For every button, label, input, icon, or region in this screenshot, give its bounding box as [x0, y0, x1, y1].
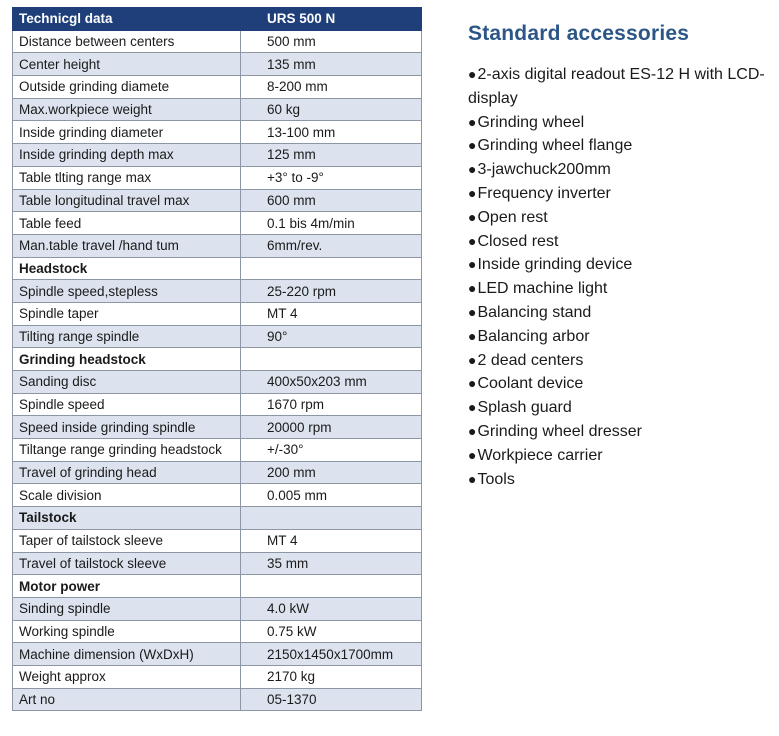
spec-value: +3° to -9°: [241, 166, 422, 189]
section-row: [13, 575, 422, 598]
table-row: [13, 53, 422, 76]
bullet-icon: ●: [468, 161, 477, 178]
spec-label: Tilting range spindle: [13, 325, 241, 348]
accessory-item: [468, 301, 773, 325]
table-row: [13, 212, 422, 235]
spec-value: 90°: [241, 325, 422, 348]
spec-label: Spindle speed: [13, 393, 241, 416]
spec-label: Outside grinding diamete: [13, 76, 241, 99]
spec-label: Sinding spindle: [13, 597, 241, 620]
spec-label: Scale division: [13, 484, 241, 507]
spec-value: 500 mm: [241, 30, 422, 53]
bullet-icon: ●: [468, 66, 477, 82]
spec-value: MT 4: [241, 302, 422, 325]
table-row: [13, 98, 422, 121]
accessory-label: Frequency inverter: [477, 184, 611, 202]
spec-value: 35 mm: [241, 552, 422, 575]
spec-value: [241, 257, 422, 280]
accessory-item: [468, 396, 773, 420]
header-label: Technicgl data: [13, 8, 241, 31]
table-row: [13, 30, 422, 53]
spec-value: 125 mm: [241, 144, 422, 167]
spec-label: Travel of tailstock sleeve: [13, 552, 241, 575]
table-row: [13, 144, 422, 167]
spec-label: Table tlting range max: [13, 166, 241, 189]
accessory-label: Coolant device: [477, 375, 584, 393]
header-model: URS 500 N: [241, 8, 422, 31]
spec-label: Tiltange range grinding headstock: [13, 439, 241, 462]
accessory-label: Grinding wheel flange: [477, 137, 633, 155]
spec-label: Travel of grinding head: [13, 461, 241, 484]
bullet-icon: ●: [468, 327, 477, 344]
section-row: [13, 257, 422, 280]
spec-value: 4.0 kW: [241, 597, 422, 620]
bullet-icon: ●: [468, 280, 477, 297]
accessory-item: [468, 111, 773, 135]
spec-label: Table feed: [13, 212, 241, 235]
spec-value: 600 mm: [241, 189, 422, 212]
spec-label: Working spindle: [13, 620, 241, 643]
standard-accessories-panel: [468, 22, 773, 491]
table-row: [13, 688, 422, 711]
table-row: [13, 280, 422, 303]
spec-value: 200 mm: [241, 461, 422, 484]
accessory-label: Workpiece carrier: [477, 446, 603, 464]
bullet-icon: ●: [468, 184, 477, 201]
accessory-item: [468, 468, 773, 492]
table-row: [13, 461, 422, 484]
spec-label: Spindle taper: [13, 302, 241, 325]
spec-value: 0.75 kW: [241, 620, 422, 643]
table-row: [13, 393, 422, 416]
spec-label: Weight approx: [13, 665, 241, 688]
table-row: [13, 121, 422, 144]
section-row: [13, 348, 422, 371]
spec-value: 0.1 bis 4m/min: [241, 212, 422, 235]
bullet-icon: ●: [468, 446, 477, 463]
spec-value: 6mm/rev.: [241, 234, 422, 257]
accessory-item: [468, 349, 773, 373]
accessory-label: Tools: [477, 470, 515, 488]
spec-label: Center height: [13, 53, 241, 76]
accessory-item: [468, 444, 773, 468]
accessory-label: Open rest: [477, 208, 548, 226]
accessory-item: [468, 372, 773, 396]
accessory-item: [468, 230, 773, 254]
accessory-item: [468, 277, 773, 301]
accessory-label: LED machine light: [477, 280, 608, 298]
spec-value: 05-1370: [241, 688, 422, 711]
section-title: Tailstock: [13, 507, 241, 530]
table-row: [13, 529, 422, 552]
bullet-icon: ●: [468, 137, 477, 154]
accessory-label: Closed rest: [477, 232, 559, 250]
accessory-item: [468, 182, 773, 206]
spec-value: 25-220 rpm: [241, 280, 422, 303]
spec-value: 2170 kg: [241, 665, 422, 688]
spec-label: Max.workpiece weight: [13, 98, 241, 121]
accessory-label: Grinding wheel dresser: [477, 422, 642, 440]
accessory-label: 2 dead centers: [477, 351, 584, 369]
accessory-label: 3-jawchuck200mm: [477, 161, 611, 179]
technical-data-table: [12, 7, 422, 711]
table-row: [13, 371, 422, 394]
accessory-label: Grinding wheel: [477, 113, 585, 131]
bullet-icon: ●: [468, 422, 477, 439]
bullet-icon: ●: [468, 351, 477, 368]
section-title: Motor power: [13, 575, 241, 598]
accessory-item: [468, 325, 773, 349]
section-title: Headstock: [13, 257, 241, 280]
accessories-title: Standard accessories: [468, 22, 690, 45]
bullet-icon: ●: [468, 470, 477, 487]
accessory-item: [468, 134, 773, 158]
table-row: [13, 620, 422, 643]
table-row: [13, 76, 422, 99]
table-row: [13, 597, 422, 620]
spec-label: Table longitudinal travel max: [13, 189, 241, 212]
table-row: [13, 325, 422, 348]
accessory-item: [468, 420, 773, 444]
accessory-label: Balancing stand: [477, 303, 592, 321]
spec-value: 135 mm: [241, 53, 422, 76]
table-row: [13, 189, 422, 212]
accessory-item: [468, 253, 773, 277]
accessory-item: [468, 206, 773, 230]
spec-label: Man.table travel /hand tum: [13, 234, 241, 257]
spec-value: 2150x1450x1700mm: [241, 643, 422, 666]
spec-value: [241, 348, 422, 371]
spec-label: Spindle speed,stepless: [13, 280, 241, 303]
table-row: [13, 234, 422, 257]
table-row: [13, 552, 422, 575]
accessory-item: [468, 63, 773, 111]
spec-value: 0.005 mm: [241, 484, 422, 507]
spec-label: Machine dimension (WxDxH): [13, 643, 241, 666]
accessory-label: Balancing arbor: [477, 327, 590, 345]
accessories-list: [468, 63, 773, 491]
spec-label: Sanding disc: [13, 371, 241, 394]
bullet-icon: ●: [468, 399, 477, 416]
table-row: [13, 439, 422, 462]
spec-value: 20000 rpm: [241, 416, 422, 439]
section-title: Grinding headstock: [13, 348, 241, 371]
accessory-label: Splash guard: [477, 399, 572, 417]
bullet-icon: ●: [468, 303, 477, 320]
bullet-icon: ●: [468, 208, 477, 225]
table-row: [13, 302, 422, 325]
spec-value: MT 4: [241, 529, 422, 552]
spec-value: +/-30°: [241, 439, 422, 462]
spec-label: Inside grinding diameter: [13, 121, 241, 144]
spec-label: Taper of tailstock sleeve: [13, 529, 241, 552]
table-header-row: [13, 8, 422, 31]
section-row: [13, 507, 422, 530]
bullet-icon: ●: [468, 256, 477, 273]
spec-value: 1670 rpm: [241, 393, 422, 416]
bullet-icon: ●: [468, 232, 477, 249]
spec-label: Inside grinding depth max: [13, 144, 241, 167]
spec-value: 60 kg: [241, 98, 422, 121]
accessory-item: [468, 158, 773, 182]
spec-value: 13-100 mm: [241, 121, 422, 144]
spec-label: Distance between centers: [13, 30, 241, 53]
table-body: [13, 30, 422, 711]
spec-value: [241, 507, 422, 530]
accessory-label: Inside grinding device: [477, 256, 633, 274]
table-header: [13, 8, 422, 31]
table-row: [13, 643, 422, 666]
table-row: [13, 166, 422, 189]
table-row: [13, 416, 422, 439]
table-row: [13, 665, 422, 688]
spec-value: 400x50x203 mm: [241, 371, 422, 394]
spec-label: Art no: [13, 688, 241, 711]
bullet-icon: ●: [468, 113, 477, 130]
bullet-icon: ●: [468, 375, 477, 392]
spec-value: 8-200 mm: [241, 76, 422, 99]
spec-value: [241, 575, 422, 598]
accessory-label: 2-axis digital readout ES-12 H with LCD-display: [468, 66, 765, 107]
spec-label: Speed inside grinding spindle: [13, 416, 241, 439]
table-row: [13, 484, 422, 507]
